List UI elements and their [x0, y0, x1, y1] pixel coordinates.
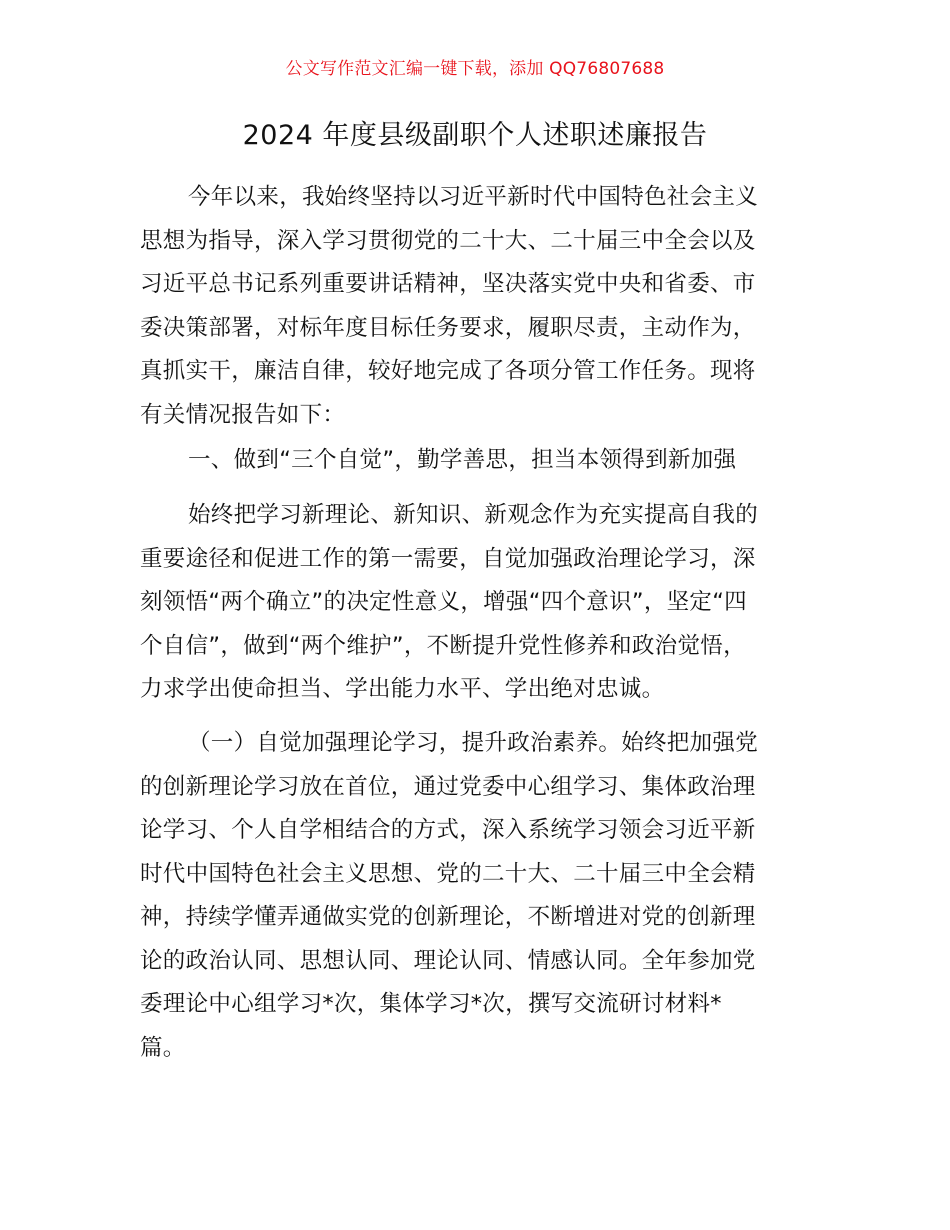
- paragraph-line: 重要途径和促进工作的第一需要，自觉加强政治理论学习，深: [140, 545, 756, 572]
- paragraph-line: 神，持续学懂弄通做实党的创新理论，不断增进对党的创新理: [140, 904, 756, 930]
- paragraph-line: 委理论中心组学习*次，集体学习*次，撰写交流研讨材料*: [140, 991, 722, 1017]
- paragraph-line: 习近平总书记系列重要讲话精神，坚决落实党中央和省委、市: [140, 271, 756, 297]
- paragraph-line: 有关情况报告如下：: [140, 401, 346, 428]
- paragraph-line: 的创新理论学习放在首位，通过党委中心组学习、集体政治理: [140, 773, 756, 800]
- paragraph-line: 刻领悟“两个确立”的决定性意义，增强“四个意识”，坚定“四: [140, 589, 747, 615]
- paragraph-line: 力求学出使命担当、学出能力水平、学出绝对忠诚。: [140, 676, 665, 702]
- paragraph-line: 今年以来，我始终坚持以习近平新时代中国特色社会主义: [188, 184, 759, 210]
- paragraph-line: 篇。: [140, 1034, 186, 1061]
- subsection-paragraph: [140, 722, 815, 1070]
- section-heading: [140, 439, 815, 483]
- paragraph-line: 真抓实干，廉洁自律，较好地完成了各项分管工作任务。现将: [140, 358, 756, 384]
- paragraph-line: 个自信”，做到“两个维护”，不断提升党性修养和政治觉悟，: [140, 632, 746, 659]
- paragraph-line: 始终把学习新理论、新知识、新观念作为充实提高自我的: [188, 502, 759, 528]
- paragraph-line: 时代中国特色社会主义思想、党的二十大、二十届三中全会精: [140, 860, 756, 887]
- paragraph-line: 论的政治认同、思想认同、理论认同、情感认同。全年参加党: [140, 947, 756, 974]
- intro-paragraph: [140, 176, 815, 437]
- section-paragraph: [140, 494, 815, 712]
- paragraph-line: （一）自觉加强理论学习，提升政治素养。始终把加强党: [188, 730, 759, 756]
- document-title: 2024 年度县级副职个人述职述廉报告: [242, 120, 708, 151]
- paragraph-line: 委决策部署，对标年度目标任务要求，履职尽责，主动作为，: [140, 314, 756, 341]
- promo-banner: 公文写作范文汇编一键下载，添加 QQ76807688: [285, 59, 665, 79]
- paragraph-line: 论学习、个人自学相结合的方式，深入系统学习领会习近平新: [140, 817, 756, 843]
- paragraph-line: 思想为指导，深入学习贯彻党的二十大、二十届三中全会以及: [140, 227, 756, 254]
- section-heading-text: 一、做到“三个自觉”，勤学善思，担当本领得到新加强: [188, 447, 737, 473]
